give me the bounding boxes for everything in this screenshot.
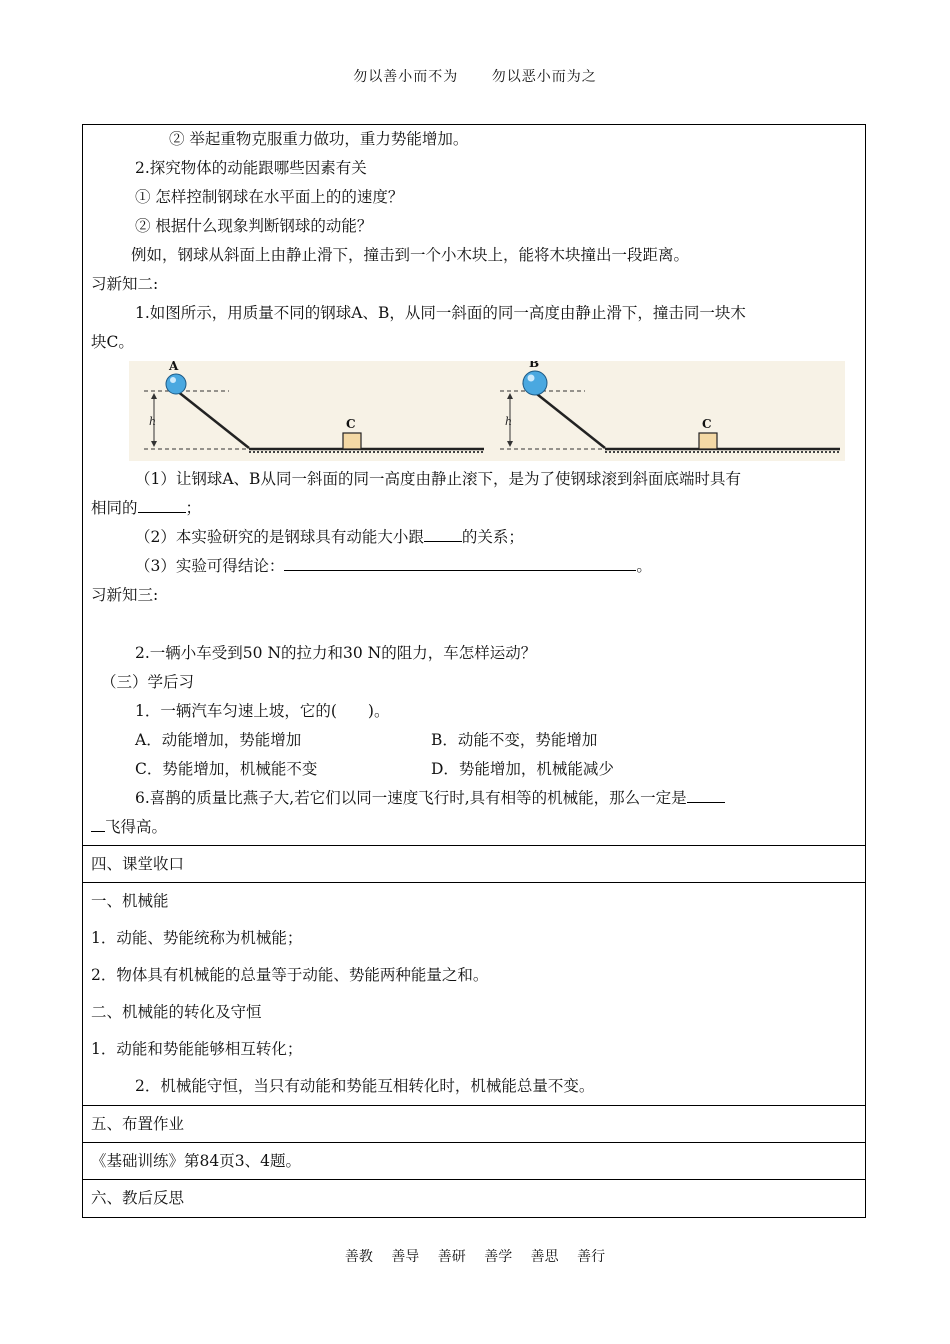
incline-diagram-a [129,361,489,461]
text-line [91,784,857,813]
fill-blank[interactable] [424,541,462,542]
homework-content: 《基础训练》第84页3、4题。 [83,1143,865,1180]
footer-item: 善教 [344,1249,373,1265]
footer-item: 善思 [530,1249,559,1265]
footer-item: 善行 [577,1249,606,1265]
page-footer [0,1246,950,1266]
header-left: 勿以善小而不为 [353,69,459,85]
experiment-figure [91,357,857,465]
fill-blank[interactable] [138,512,186,513]
option-b: B．动能不变，势能增加 [431,731,598,749]
section-6-title: 六、教后反思 [91,1189,185,1207]
height-label: h [505,415,513,428]
lesson-body-cell [83,125,865,846]
fill-blank[interactable] [687,802,725,803]
text-fragment: 相同的 [91,499,138,517]
text-fragment: ； [185,499,202,517]
page-header [0,66,950,86]
options-row [91,755,857,784]
summary-heading: 一、机械能 [91,892,169,910]
summary-item: 2．机械能守恒，当只有动能和势能互相转化时，机械能总量不变。 [135,1077,595,1095]
text-fragment: 。 [636,557,652,575]
footer-item: 善导 [391,1249,420,1265]
text-fragment: （2）本实验研究的是钢球具有动能大小跟 [135,528,424,546]
section-label: 习新知三: [91,586,159,604]
text-line: 2.探究物体的动能跟哪些因素有关 [135,159,367,177]
section-5-title: 五、布置作业 [83,1106,865,1143]
text-fragment: （3）实验可得结论： [135,557,285,575]
section-4-content [83,883,865,1106]
text-line: ① 怎样控制钢球在水平面上的的速度？ [135,188,404,206]
summary-heading: 二、机械能的转化及守恒 [91,1003,262,1021]
text-line: 块C。 [91,333,134,351]
section-label: 习新知二: [91,275,159,293]
height-label: h [149,415,157,428]
options-row [91,726,857,755]
text-line [91,552,857,581]
fill-blank[interactable] [284,570,636,571]
figure-ball-a [129,361,489,461]
option-d: D．势能增加，机械能减少 [431,760,614,778]
ball-label-a: A [169,361,179,373]
text-line: 2.一辆小车受到50 N的拉力和30 N的阻力，车怎样运动？ [135,644,537,662]
text-line [91,523,857,552]
incline-diagram-b [485,361,845,461]
lesson-table [82,124,866,1218]
text-line: （1）让钢球A、B从同一斜面的同一高度由静止滚下，是为了使钢球滚到斜面底端时具有 [135,470,741,488]
block-label: C [702,417,712,431]
summary-item: 1．动能、势能统称为机械能； [91,929,303,947]
fill-blank[interactable] [91,831,105,832]
text-line [91,494,857,523]
ball-label-b: B [529,361,540,370]
text-line: 例如，钢球从斜面上由静止滑下，撞击到一个小木块上，能将木块撞出一段距离。 [131,246,690,264]
option-a: A．动能增加，势能增加 [135,731,302,749]
text-line: ② 举起重物克服重力做功，重力势能增加。 [169,130,469,148]
empty-line [91,610,857,639]
summary-item: 2．物体具有机械能的总量等于动能、势能两种能量之和。 [91,966,489,984]
section-4-title: 四、课堂收口 [83,846,865,883]
text-fragment: 的关系； [461,528,524,546]
text-line [91,813,857,842]
summary-item: 1．动能和势能能够相互转化； [91,1040,303,1058]
figure-ball-b [485,361,845,461]
text-line: ② 根据什么现象判断钢球的动能？ [135,217,373,235]
footer-item: 善学 [484,1249,513,1265]
option-c: C．势能增加，机械能不变 [135,760,318,778]
footer-item: 善研 [437,1249,466,1265]
text-fragment: 飞得高。 [105,818,168,836]
header-right: 勿以恶小而为之 [491,69,597,85]
block-label: C [346,417,356,431]
section-label: （三）学后习 [101,673,195,691]
text-line: 1.如图所示，用质量不同的钢球A、B，从同一斜面的同一高度由静止滑下，撞击同一块木 [135,304,746,322]
text-fragment: 6.喜鹊的质量比燕子大,若它们以同一速度飞行时,具有相等的机械能，那么一定是 [135,789,687,807]
text-line: 1．一辆汽车匀速上坡，它的( )。 [135,702,390,720]
